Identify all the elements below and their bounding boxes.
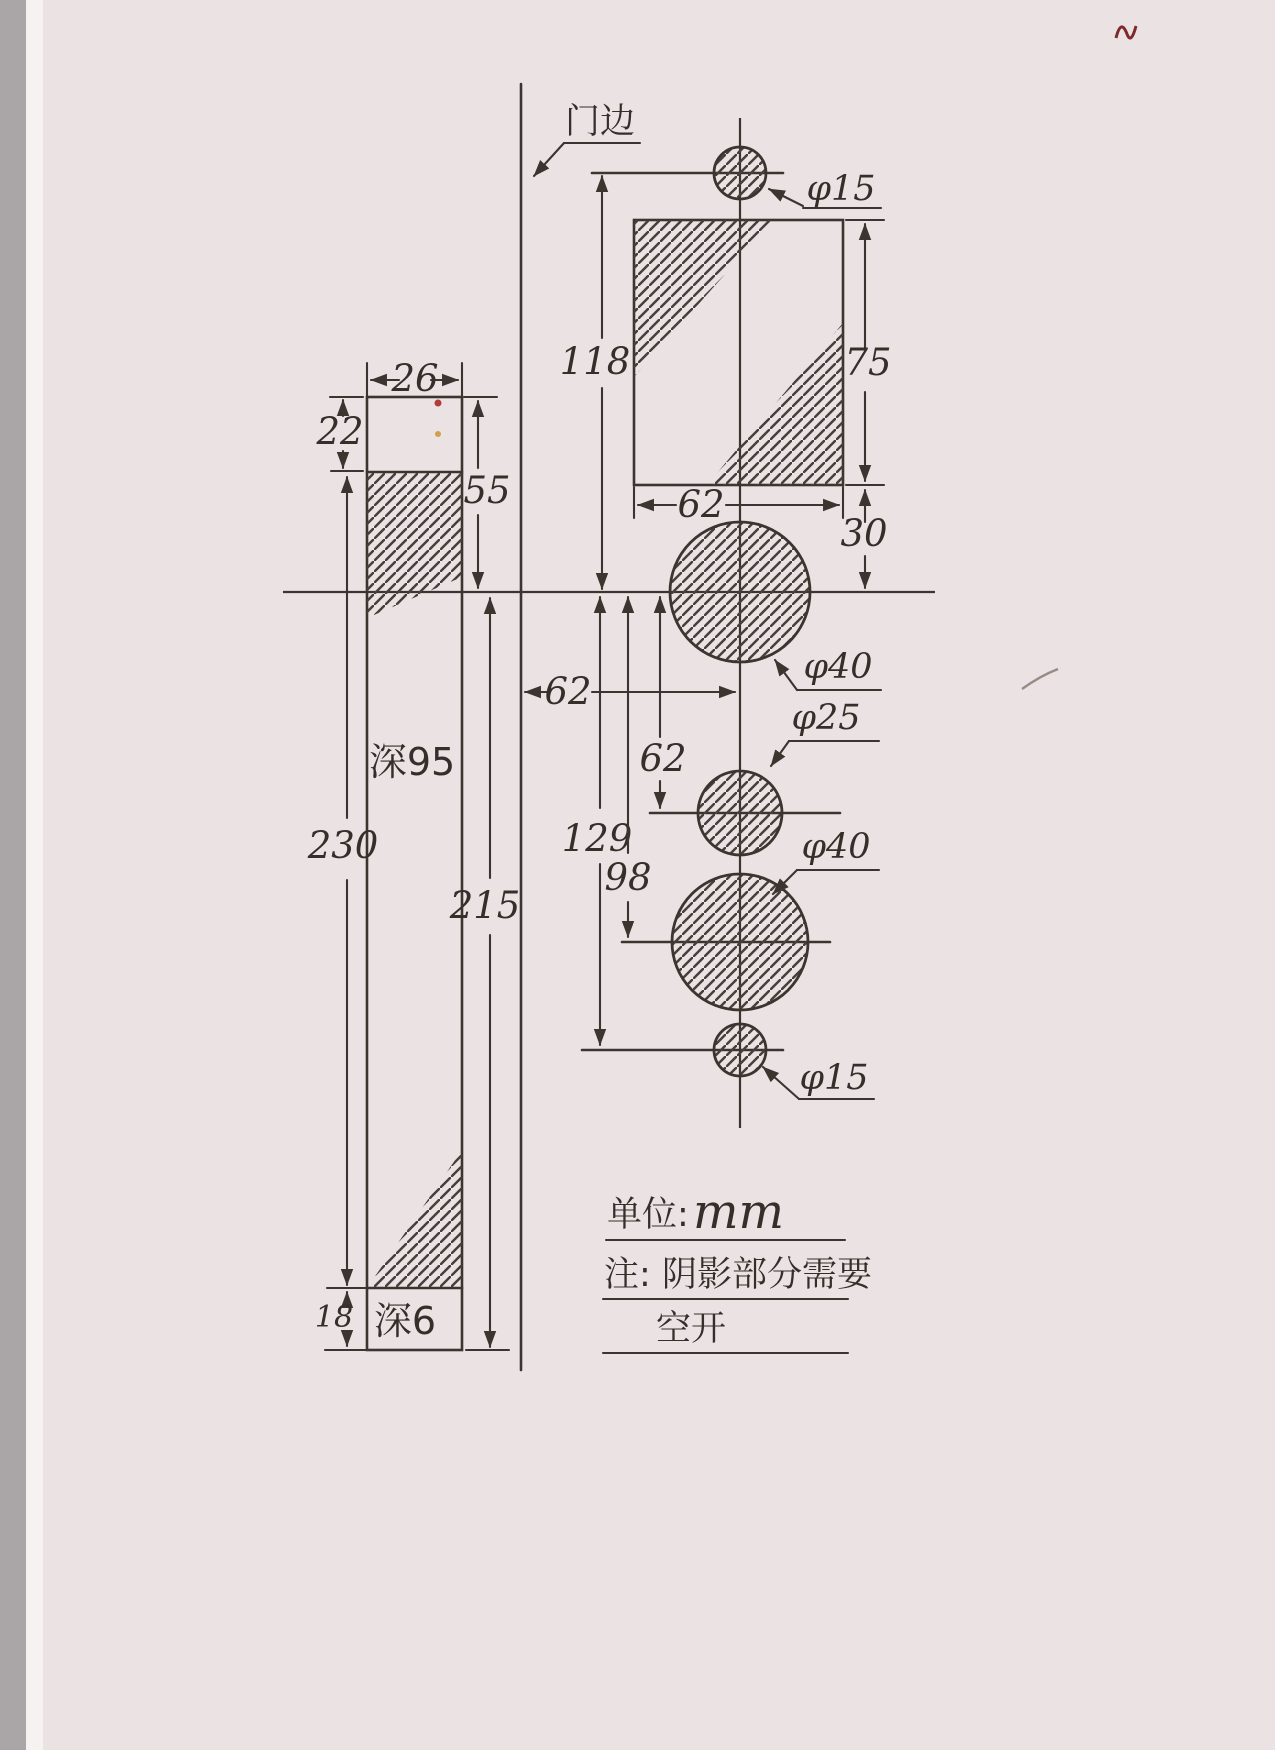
paper-edge-strip xyxy=(26,0,43,1750)
plate-hatch-lower-right xyxy=(707,323,843,485)
door-edge-leader-arrow xyxy=(534,143,564,176)
pencil-smudge xyxy=(1022,669,1058,689)
shading-note-text: 阴影部分需要 xyxy=(662,1255,873,1295)
dim-118-label: 118 xyxy=(559,340,631,383)
depth-6-label: 深6 xyxy=(373,1299,437,1343)
notes xyxy=(603,1184,872,1353)
phi15-top-label: φ15 xyxy=(806,169,876,209)
phi40-lower-label: φ40 xyxy=(801,827,871,867)
mortise-hatch-lower xyxy=(367,1150,462,1288)
dim-215-label: 215 xyxy=(449,884,521,927)
face-view xyxy=(582,147,843,1076)
shading-note-prefix: 注: xyxy=(604,1255,651,1295)
dim-62-width-label: 62 xyxy=(677,483,725,526)
shading-note-line2: 空开 xyxy=(656,1309,727,1349)
unit-note-label: 单位: xyxy=(607,1195,689,1235)
red-pen-mark xyxy=(1116,26,1136,38)
dim-230-label: 230 xyxy=(307,824,379,867)
door-edge-label: 门边 xyxy=(564,102,636,142)
upper-hole-phi40 xyxy=(670,522,810,662)
dim-75-label: 75 xyxy=(844,341,892,384)
dim-62-offset-label: 62 xyxy=(544,670,592,713)
mortise-plate-view xyxy=(367,397,462,1350)
dim-22-label: 22 xyxy=(316,410,364,453)
top-hole-phi15 xyxy=(714,147,766,199)
red-speck xyxy=(435,400,442,407)
bottom-hole-phi15 xyxy=(714,1024,766,1076)
plate-hatch-upper-left xyxy=(634,220,773,377)
dim-30-label: 30 xyxy=(840,512,888,555)
lower-hole-phi40 xyxy=(672,874,808,1010)
middle-hole-phi25 xyxy=(698,771,782,855)
phi25-label: φ25 xyxy=(791,698,861,738)
mortise-hatch-upper xyxy=(367,472,462,618)
dim-98-label: 98 xyxy=(604,856,652,899)
dim-129-label: 129 xyxy=(561,817,633,860)
depth-95-label: 深95 xyxy=(368,740,456,784)
dim-62-pitch-label: 62 xyxy=(639,737,687,780)
scanner-edge-band xyxy=(0,0,26,1750)
dim-55-label: 55 xyxy=(463,469,511,512)
yellow-speck xyxy=(435,431,441,437)
door-edge xyxy=(521,84,640,1370)
unit-note-value: mm xyxy=(693,1184,785,1240)
dim-26-label: 26 xyxy=(391,357,439,400)
phi15-bottom-label: φ15 xyxy=(799,1058,869,1098)
phi40-upper-label: φ40 xyxy=(803,647,873,687)
centerlines xyxy=(283,118,935,1128)
dim-18-label: 18 xyxy=(314,1300,354,1335)
